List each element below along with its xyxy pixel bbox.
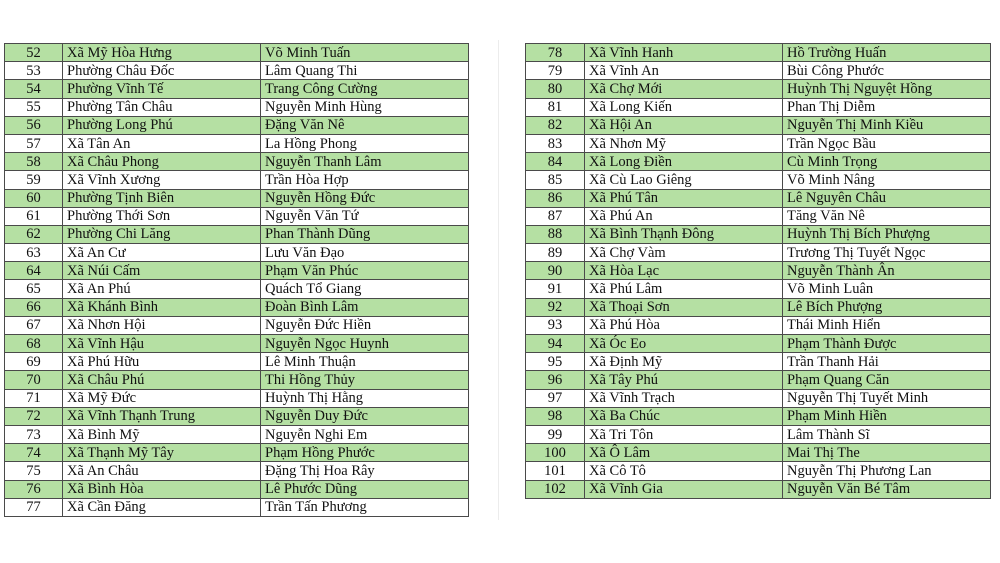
person-name: Lê Nguyên Châu <box>783 189 991 207</box>
person-name: Trần Hòa Hợp <box>261 171 469 189</box>
person-name: Nguyễn Đức Hiền <box>261 316 469 334</box>
ward-name: Xã Ba Chúc <box>585 407 783 425</box>
ward-name: Xã Định Mỹ <box>585 353 783 371</box>
table-row <box>526 171 991 189</box>
person-name: Lê Phước Dũng <box>261 480 469 498</box>
table-row <box>5 335 469 353</box>
person-name: Bùi Công Phước <box>783 62 991 80</box>
table-row <box>526 389 991 407</box>
ward-name: Xã Vĩnh Gia <box>585 480 783 498</box>
row-number: 93 <box>526 316 585 334</box>
table-row <box>5 189 469 207</box>
table-row <box>526 134 991 152</box>
person-name: Phạm Minh Hiền <box>783 407 991 425</box>
row-number: 56 <box>5 116 63 134</box>
ward-name: Xã Thạnh Mỹ Tây <box>63 444 261 462</box>
table-row <box>526 225 991 243</box>
ward-name: Xã An Châu <box>63 462 261 480</box>
row-number: 72 <box>5 407 63 425</box>
row-number: 96 <box>526 371 585 389</box>
person-name: Phạm Văn Phúc <box>261 262 469 280</box>
ward-name: Xã Óc Eo <box>585 335 783 353</box>
ward-name: Xã Thoại Sơn <box>585 298 783 316</box>
row-number: 77 <box>5 498 63 516</box>
ward-name: Xã Tri Tôn <box>585 425 783 443</box>
row-number: 89 <box>526 244 585 262</box>
person-name: Đoàn Bình Lâm <box>261 298 469 316</box>
table-row <box>5 80 469 98</box>
person-name: La Hồng Phong <box>261 134 469 152</box>
person-name: Huỳnh Thị Hằng <box>261 389 469 407</box>
roster-table-right <box>525 43 991 499</box>
table-row <box>526 116 991 134</box>
table-row <box>526 153 991 171</box>
roster-table-left-body <box>5 44 469 517</box>
row-number: 67 <box>5 316 63 334</box>
person-name: Huỳnh Thị Nguyệt Hồng <box>783 80 991 98</box>
row-number: 100 <box>526 444 585 462</box>
person-name: Mai Thị The <box>783 444 991 462</box>
row-number: 62 <box>5 225 63 243</box>
row-number: 102 <box>526 480 585 498</box>
person-name: Phạm Hồng Phước <box>261 444 469 462</box>
ward-name: Xã Cần Đăng <box>63 498 261 516</box>
row-number: 99 <box>526 425 585 443</box>
table-row <box>526 335 991 353</box>
row-number: 52 <box>5 44 63 62</box>
table-row <box>526 316 991 334</box>
ward-name: Xã Chợ Mới <box>585 80 783 98</box>
person-name: Phan Thị Diễm <box>783 98 991 116</box>
ward-name: Xã Phú Tân <box>585 189 783 207</box>
roster-table-left <box>4 43 469 517</box>
person-name: Phạm Quang Căn <box>783 371 991 389</box>
ward-name: Xã Vĩnh Hậu <box>63 335 261 353</box>
ward-name: Phường Chi Lăng <box>63 225 261 243</box>
table-row <box>5 316 469 334</box>
person-name: Võ Minh Nâng <box>783 171 991 189</box>
person-name: Thi Hồng Thủy <box>261 371 469 389</box>
person-name: Nguyễn Thị Phương Lan <box>783 462 991 480</box>
ward-name: Xã Phú Lâm <box>585 280 783 298</box>
ward-name: Xã Núi Cấm <box>63 262 261 280</box>
table-row <box>5 153 469 171</box>
row-number: 88 <box>526 225 585 243</box>
row-number: 91 <box>526 280 585 298</box>
ward-name: Xã Long Điền <box>585 153 783 171</box>
ward-name: Xã Phú An <box>585 207 783 225</box>
row-number: 54 <box>5 80 63 98</box>
person-name: Lâm Thành Sĩ <box>783 425 991 443</box>
table-row <box>526 462 991 480</box>
ward-name: Xã Châu Phú <box>63 371 261 389</box>
row-number: 63 <box>5 244 63 262</box>
ward-name: Xã Khánh Bình <box>63 298 261 316</box>
person-name: Nguyễn Thị Tuyết Minh <box>783 389 991 407</box>
person-name: Huỳnh Thị Bích Phượng <box>783 225 991 243</box>
ward-name: Xã Chợ Vàm <box>585 244 783 262</box>
ward-name: Xã Cù Lao Giêng <box>585 171 783 189</box>
table-row <box>526 262 991 280</box>
table-row <box>526 44 991 62</box>
ward-name: Xã Vĩnh Trạch <box>585 389 783 407</box>
ward-name: Xã Cô Tô <box>585 462 783 480</box>
row-number: 55 <box>5 98 63 116</box>
ward-name: Xã Long Kiến <box>585 98 783 116</box>
table-row <box>526 244 991 262</box>
row-number: 61 <box>5 207 63 225</box>
ward-name: Xã Nhơn Mỹ <box>585 134 783 152</box>
table-row <box>5 171 469 189</box>
person-name: Cù Minh Trọng <box>783 153 991 171</box>
table-row <box>526 444 991 462</box>
person-name: Trang Công Cường <box>261 80 469 98</box>
ward-name: Xã Vĩnh Xương <box>63 171 261 189</box>
person-name: Đặng Văn Nê <box>261 116 469 134</box>
table-row <box>5 44 469 62</box>
person-name: Lưu Văn Đạo <box>261 244 469 262</box>
row-number: 73 <box>5 425 63 443</box>
table-row <box>5 225 469 243</box>
person-name: Trần Ngọc Bầu <box>783 134 991 152</box>
person-name: Phan Thành Dũng <box>261 225 469 243</box>
ward-name: Xã An Cư <box>63 244 261 262</box>
person-name: Nguyễn Duy Đức <box>261 407 469 425</box>
ward-name: Xã Châu Phong <box>63 153 261 171</box>
ward-name: Xã Vĩnh Thạnh Trung <box>63 407 261 425</box>
person-name: Nguyễn Thanh Lâm <box>261 153 469 171</box>
row-number: 74 <box>5 444 63 462</box>
ward-name: Xã Bình Hòa <box>63 480 261 498</box>
person-name: Nguyễn Hồng Đức <box>261 189 469 207</box>
table-row <box>526 425 991 443</box>
person-name: Tăng Văn Nê <box>783 207 991 225</box>
row-number: 60 <box>5 189 63 207</box>
person-name: Nguyễn Thành Ân <box>783 262 991 280</box>
row-number: 81 <box>526 98 585 116</box>
ward-name: Phường Tân Châu <box>63 98 261 116</box>
row-number: 90 <box>526 262 585 280</box>
person-name: Trần Tấn Phương <box>261 498 469 516</box>
person-name: Hồ Trường Huấn <box>783 44 991 62</box>
table-row <box>526 280 991 298</box>
row-number: 75 <box>5 462 63 480</box>
person-name: Nguyễn Văn Tứ <box>261 207 469 225</box>
table-row <box>5 371 469 389</box>
table-row <box>526 480 991 498</box>
row-number: 76 <box>5 480 63 498</box>
table-row <box>5 280 469 298</box>
ward-name: Xã Phú Hữu <box>63 353 261 371</box>
person-name: Lê Bích Phượng <box>783 298 991 316</box>
row-number: 84 <box>526 153 585 171</box>
person-name: Nguyễn Thị Minh Kiều <box>783 116 991 134</box>
table-row <box>526 80 991 98</box>
ward-name: Xã Nhơn Hội <box>63 316 261 334</box>
row-number: 98 <box>526 407 585 425</box>
table-row <box>526 371 991 389</box>
ward-name: Phường Thới Sơn <box>63 207 261 225</box>
row-number: 57 <box>5 134 63 152</box>
row-number: 69 <box>5 353 63 371</box>
table-row <box>5 480 469 498</box>
person-name: Nguyễn Ngọc Huynh <box>261 335 469 353</box>
row-number: 86 <box>526 189 585 207</box>
ward-name: Xã An Phú <box>63 280 261 298</box>
table-row <box>5 207 469 225</box>
row-number: 101 <box>526 462 585 480</box>
row-number: 66 <box>5 298 63 316</box>
table-row <box>5 498 469 516</box>
table-row <box>5 244 469 262</box>
person-name: Võ Minh Luân <box>783 280 991 298</box>
column-divider <box>498 40 499 520</box>
ward-name: Xã Phú Hòa <box>585 316 783 334</box>
ward-name: Xã Vĩnh An <box>585 62 783 80</box>
row-number: 80 <box>526 80 585 98</box>
row-number: 95 <box>526 353 585 371</box>
table-row <box>5 353 469 371</box>
table-row <box>5 262 469 280</box>
ward-name: Xã Bình Mỹ <box>63 425 261 443</box>
row-number: 68 <box>5 335 63 353</box>
row-number: 78 <box>526 44 585 62</box>
ward-name: Xã Bình Thạnh Đông <box>585 225 783 243</box>
person-name: Lâm Quang Thi <box>261 62 469 80</box>
person-name: Đặng Thị Hoa Rây <box>261 462 469 480</box>
table-row <box>526 407 991 425</box>
person-name: Trương Thị Tuyết Ngọc <box>783 244 991 262</box>
table-row <box>5 116 469 134</box>
ward-name: Phường Châu Đốc <box>63 62 261 80</box>
table-row <box>526 298 991 316</box>
ward-name: Xã Hòa Lạc <box>585 262 783 280</box>
person-name: Phạm Thành Được <box>783 335 991 353</box>
table-row <box>5 407 469 425</box>
table-row <box>5 425 469 443</box>
person-name: Quách Tổ Giang <box>261 280 469 298</box>
table-row <box>5 98 469 116</box>
table-row <box>5 444 469 462</box>
ward-name: Xã Mỹ Hòa Hưng <box>63 44 261 62</box>
row-number: 85 <box>526 171 585 189</box>
table-row <box>526 207 991 225</box>
row-number: 59 <box>5 171 63 189</box>
table-row <box>526 353 991 371</box>
table-row <box>5 462 469 480</box>
ward-name: Xã Hội An <box>585 116 783 134</box>
table-row <box>5 298 469 316</box>
table-row <box>526 62 991 80</box>
ward-name: Xã Vĩnh Hanh <box>585 44 783 62</box>
table-row <box>5 134 469 152</box>
ward-name: Phường Long Phú <box>63 116 261 134</box>
table-row <box>526 98 991 116</box>
ward-name: Phường Tịnh Biên <box>63 189 261 207</box>
row-number: 65 <box>5 280 63 298</box>
row-number: 94 <box>526 335 585 353</box>
ward-name: Xã Tân An <box>63 134 261 152</box>
row-number: 82 <box>526 116 585 134</box>
row-number: 53 <box>5 62 63 80</box>
row-number: 92 <box>526 298 585 316</box>
roster-table-right-body <box>526 44 991 499</box>
person-name: Nguyễn Minh Hùng <box>261 98 469 116</box>
person-name: Nguyễn Nghi Em <box>261 425 469 443</box>
row-number: 71 <box>5 389 63 407</box>
ward-name: Xã Ô Lâm <box>585 444 783 462</box>
ward-name: Xã Mỹ Đức <box>63 389 261 407</box>
ward-name: Phường Vĩnh Tế <box>63 80 261 98</box>
row-number: 64 <box>5 262 63 280</box>
row-number: 83 <box>526 134 585 152</box>
person-name: Trần Thanh Hải <box>783 353 991 371</box>
person-name: Thái Minh Hiển <box>783 316 991 334</box>
ward-name: Xã Tây Phú <box>585 371 783 389</box>
row-number: 97 <box>526 389 585 407</box>
row-number: 87 <box>526 207 585 225</box>
table-row <box>526 189 991 207</box>
person-name: Nguyễn Văn Bé Tâm <box>783 480 991 498</box>
row-number: 79 <box>526 62 585 80</box>
person-name: Lê Minh Thuận <box>261 353 469 371</box>
table-row <box>5 389 469 407</box>
person-name: Võ Minh Tuấn <box>261 44 469 62</box>
table-row <box>5 62 469 80</box>
row-number: 70 <box>5 371 63 389</box>
row-number: 58 <box>5 153 63 171</box>
